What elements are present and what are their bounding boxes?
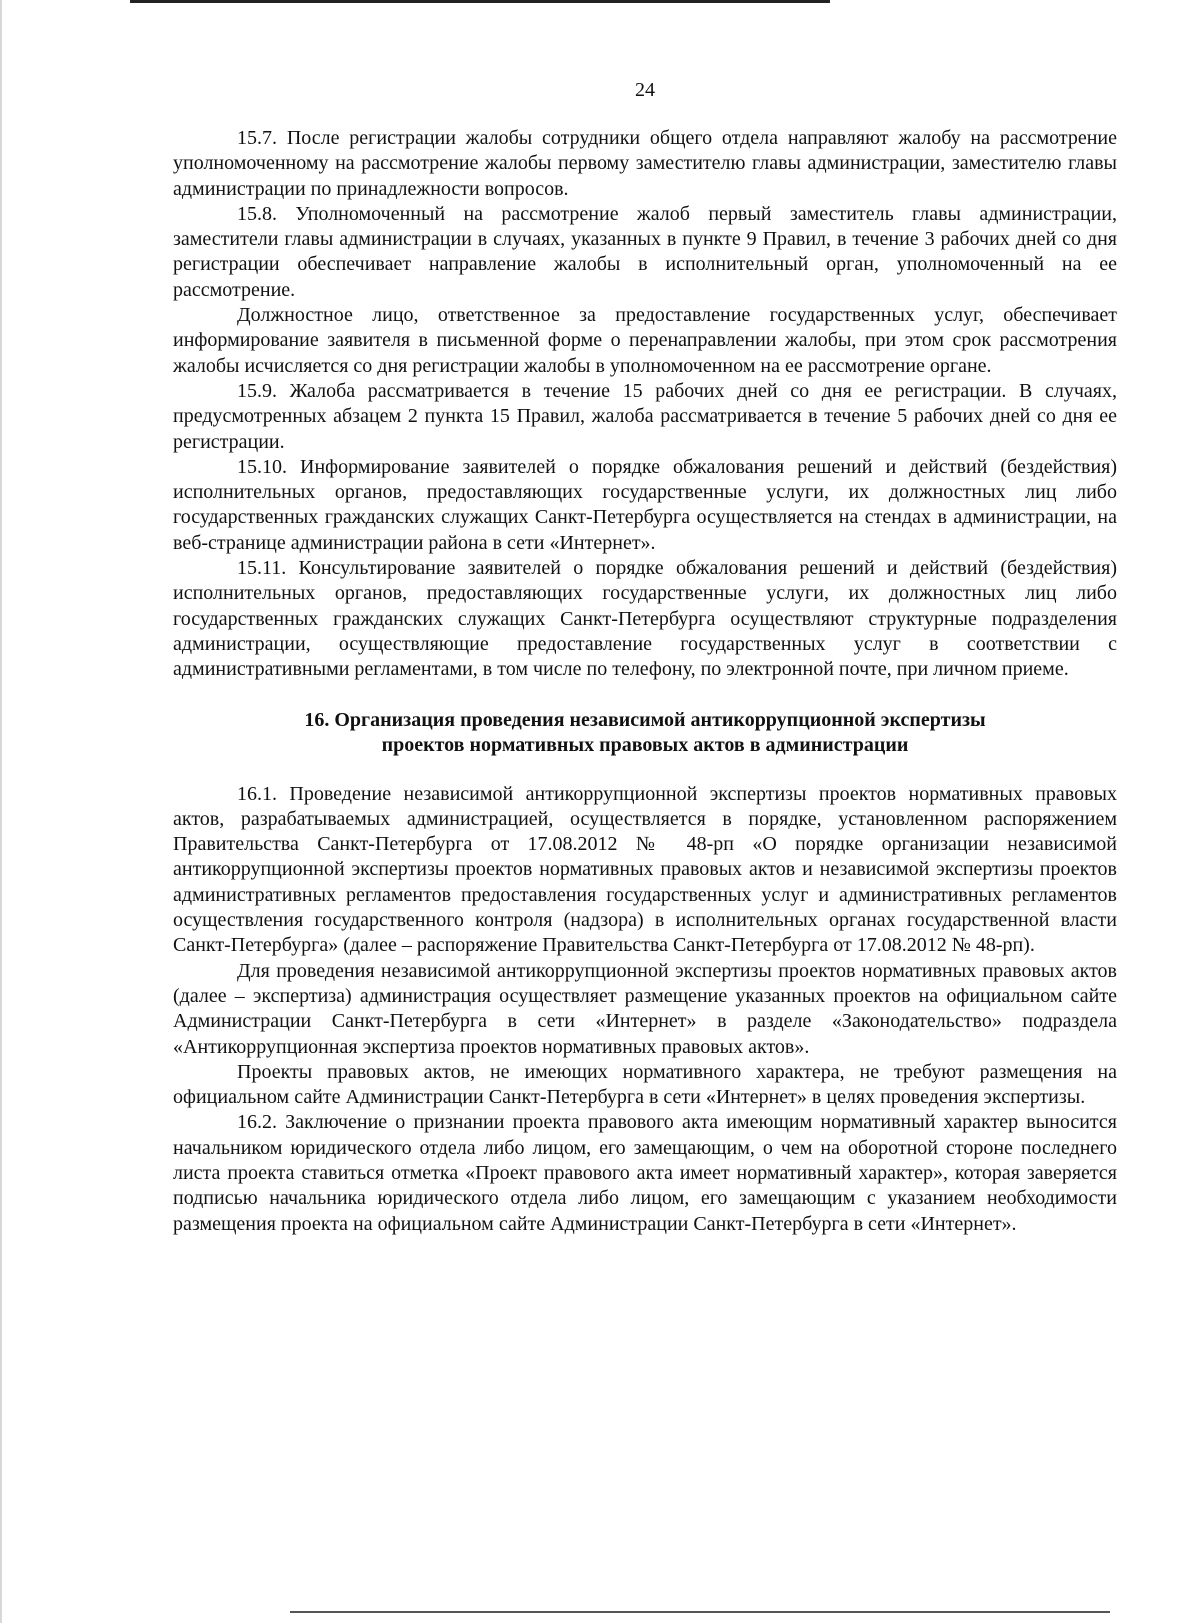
- heading-spacer: [173, 758, 1117, 782]
- paragraph-15-8: 15.8. Уполномоченный на рассмотрение жалоб первый заместитель главы администрации, заместители главы администрации в случаях, указанных в пункте 9 Правил, в течение 3 рабочих дней со дня регистрации обеспечивает направление жалобы в исполнительный орган, уполномоченный на ее рассмотрение.: [173, 202, 1117, 301]
- paragraph-16-1-non-normative: Проекты правовых актов, не имеющих нормативного характера, не требуют размещения на официальном сайте Администрации Санкт-Петербурга в сети «Интернет» в целях проведения экспертизы.: [173, 1060, 1117, 1109]
- page-number: 24: [635, 79, 655, 101]
- paragraph-16-1-expertise: Для проведения независимой антикоррупционной экспертизы проектов нормативных правовых актов (далее – экспертиза) администрация осуществляет размещение указанных проектов на официальном сайте Администрации Санкт-Петербурга в сети «Интернет» в разделе «Законодательство» подраздела «Антикоррупционная экспертиза проектов нормативных правовых актов».: [173, 959, 1117, 1058]
- paragraph-15-11: 15.11. Консультирование заявителей о порядке обжалования решений и действий (бездействия) исполнительных органов, предоставляющих государственные услуги, их должностных лиц либо государственных гражданских служащих Санкт-Петербурга осуществляют структурные подразделения администрации, осуществляющие предоставление государственных услуг в соответствии с административными регламентами, в том числе по телефону, по электронной почте, при личном приеме.: [173, 557, 1117, 681]
- scan-bottom-border: [290, 1611, 1110, 1613]
- document-page: [173, 76, 1117, 1237]
- paragraph-15-10: 15.10. Информирование заявителей о порядке обжалования решений и действий (бездействия) исполнительных органов, предоставляющих государственные услуги, их должностных лиц либо государственных гражданских служащих Санкт-Петербурга осуществляется на стендах в администрации, на веб-странице администрации района в сети «Интернет».: [173, 455, 1117, 554]
- scan-left-edge: [0, 0, 2, 1623]
- paragraph-16-1: 16.1. Проведение независимой антикоррупционной экспертизы проектов нормативных правовых актов, разрабатываемых администрацией, осуществляется в порядке, установленном распоряжением Правительства Санкт-Петербурга от 17.08.2012 № 48-рп «О порядке организации независимой антикоррупционной экспертизы проектов нормативных правовых актов и независимой экспертизы проектов административных регламентов предоставления государственных услуг и административных регламентов осуществления государственного контроля (надзора) в исполнительных органах государственной власти Санкт-Петербурга» (далее – распоряжение Правительства Санкт-Петербурга от 17.08.2012 № 48-рп).: [173, 782, 1117, 957]
- paragraph-15-9: 15.9. Жалоба рассматривается в течение 15 рабочих дней со дня ее регистрации. В случаях, предусмотренных абзацем 2 пункта 15 Правил, жалоба рассматривается в течение 5 рабочих дней со дня ее регистрации.: [173, 379, 1117, 453]
- section-16-heading-line-2: проектов нормативных правовых актов в администрации: [381, 733, 909, 756]
- scan-top-border: [130, 0, 830, 3]
- paragraph-16-2: 16.2. Заключение о признании проекта правового акта имеющим нормативный характер выносится начальником юридического отдела либо лицом, его замещающим, о чем на оборотной стороне последнего листа проекта ставиться отметка «Проект правового акта имеет нормативный характер», которая заверяется подписью начальника юридического отдела либо лицом, его замещающим с указанием необходимости размещения проекта на официальном сайте Администрации Санкт-Петербурга в сети «Интернет».: [173, 1111, 1117, 1235]
- section-16-body: [173, 782, 1117, 1237]
- section-16-heading-line-1: 16. Организация проведения независимой антикоррупционной экспертизы: [304, 708, 986, 731]
- paragraph-15-7: 15.7. После регистрации жалобы сотрудники общего отдела направляют жалобу на рассмотрение уполномоченному на рассмотрение жалобы первому заместителю главы администрации, заместителю главы администрации по принадлежности вопросов.: [173, 127, 1117, 200]
- paragraph-15-8-official: Должностное лицо, ответственное за предоставление государственных услуг, обеспечивает информирование заявителя в письменной форме о перенаправлении жалобы, при этом срок рассмотрения жалобы исчисляется со дня регистрации жалобы в уполномоченном на ее рассмотрение органе.: [173, 304, 1117, 377]
- section-16-heading: [173, 708, 1117, 758]
- section-15-body: [173, 126, 1117, 683]
